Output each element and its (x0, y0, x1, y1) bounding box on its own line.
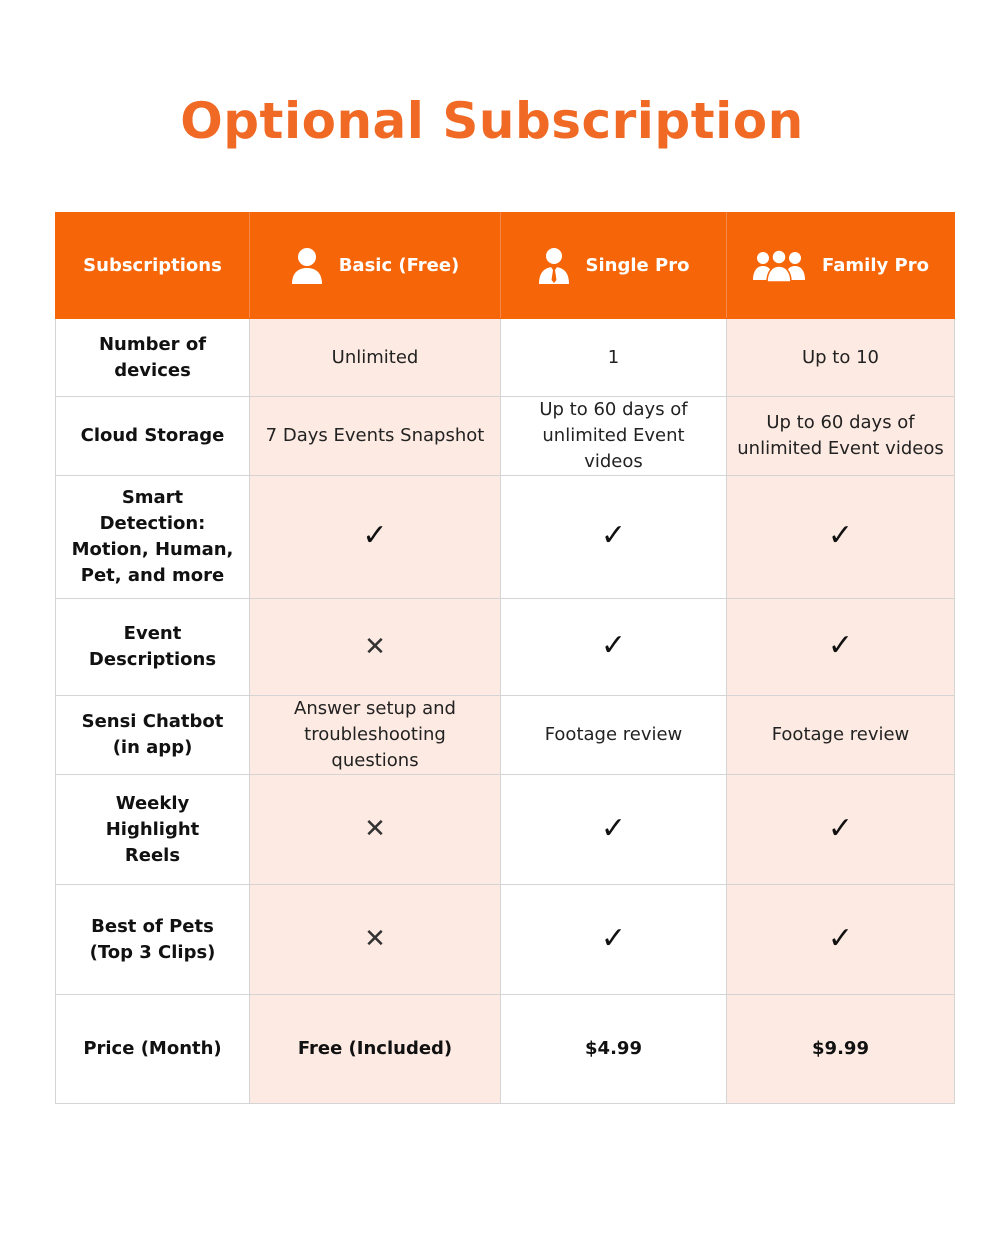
header-plan-basic-label: Basic (Free) (338, 254, 460, 276)
cell-family-pro-price-month: $9.99 (727, 995, 955, 1104)
feature-label: Price (Month) (56, 995, 250, 1104)
cross-icon: ✕ (364, 814, 386, 844)
header-subscriptions (56, 213, 250, 319)
person-icon (291, 247, 323, 285)
feature-label: Best of Pets (Top 3 Clips) (56, 885, 250, 995)
cell-basic-price-month: Free (Included) (250, 995, 501, 1104)
cell-single-pro-best-of-pets-top-3-clips (501, 885, 727, 995)
feature-label: Number of devices (56, 319, 250, 397)
row-smart-detection-motion-human-pet-and-more (56, 476, 955, 599)
row-sensi-chatbot-in-app (56, 696, 955, 775)
cell-single-pro-sensi-chatbot-in-app: Footage review (501, 696, 727, 775)
row-number-of-devices (56, 319, 955, 397)
header-plan-basic (250, 213, 501, 319)
cell-family-pro-number-of-devices: Up to 10 (727, 319, 955, 397)
feature-label: Event Descriptions (56, 599, 250, 696)
checkmark-icon: ✓ (362, 518, 388, 553)
checkmark-icon: ✓ (827, 920, 854, 956)
cell-basic-best-of-pets-top-3-clips (250, 885, 501, 995)
cell-basic-event-descriptions (250, 599, 501, 696)
cell-basic-sensi-chatbot-in-app: Answer setup and troubleshooting questions (250, 696, 501, 775)
cell-single-pro-weekly-highlight-reels (501, 775, 727, 885)
subscription-comparison-table (55, 212, 955, 1104)
header-subscriptions-label: Subscriptions (83, 254, 222, 276)
cell-family-pro-cloud-storage: Up to 60 days of unlimited Event videos (727, 397, 955, 476)
row-cloud-storage (56, 397, 955, 476)
cross-icon: ✕ (364, 924, 386, 954)
header-plan-single-pro (501, 213, 727, 319)
cell-single-pro-event-descriptions (501, 599, 727, 696)
row-price-month (56, 995, 955, 1104)
cross-icon: ✕ (364, 631, 386, 662)
cell-family-pro-event-descriptions (727, 599, 955, 696)
cell-basic-number-of-devices: Unlimited (250, 319, 501, 397)
header-plan-single-pro-label: Single Pro (585, 254, 690, 276)
checkmark-icon: ✓ (827, 518, 854, 553)
cell-basic-smart-detection-motion-human-pet-and-more (250, 476, 501, 599)
cell-single-pro-price-month: $4.99 (501, 995, 727, 1104)
checkmark-icon: ✓ (600, 518, 627, 553)
cell-family-pro-smart-detection-motion-human-pet-and-more (727, 476, 955, 599)
checkmark-icon: ✓ (600, 810, 627, 846)
cell-family-pro-weekly-highlight-reels (727, 775, 955, 885)
cell-single-pro-cloud-storage: Up to 60 days of unlimited Event videos (501, 397, 727, 476)
feature-label: Sensi Chatbot (in app) (56, 696, 250, 775)
page-title: Optional Subscription (180, 92, 804, 150)
checkmark-icon: ✓ (600, 920, 627, 956)
checkmark-icon: ✓ (827, 628, 854, 663)
cell-single-pro-smart-detection-motion-human-pet-and-more (501, 476, 727, 599)
feature-label: Cloud Storage (56, 397, 250, 476)
row-best-of-pets-top-3-clips (56, 885, 955, 995)
feature-label: Weekly Highlight Reels (56, 775, 250, 885)
cell-basic-cloud-storage: 7 Days Events Snapshot (250, 397, 501, 476)
cell-family-pro-sensi-chatbot-in-app: Footage review (727, 696, 955, 775)
cell-family-pro-best-of-pets-top-3-clips (727, 885, 955, 995)
header-plan-family-pro (727, 213, 955, 319)
row-event-descriptions (56, 599, 955, 696)
cell-single-pro-number-of-devices: 1 (501, 319, 727, 397)
header-plan-family-pro-label: Family Pro (822, 254, 929, 276)
feature-label: Smart Detection: Motion, Human, Pet, and more (56, 476, 250, 599)
header-row (56, 213, 955, 319)
group-icon (752, 249, 806, 283)
checkmark-icon: ✓ (827, 810, 854, 846)
cell-basic-weekly-highlight-reels (250, 775, 501, 885)
business-person-icon (538, 247, 570, 285)
checkmark-icon: ✓ (600, 628, 627, 663)
row-weekly-highlight-reels (56, 775, 955, 885)
